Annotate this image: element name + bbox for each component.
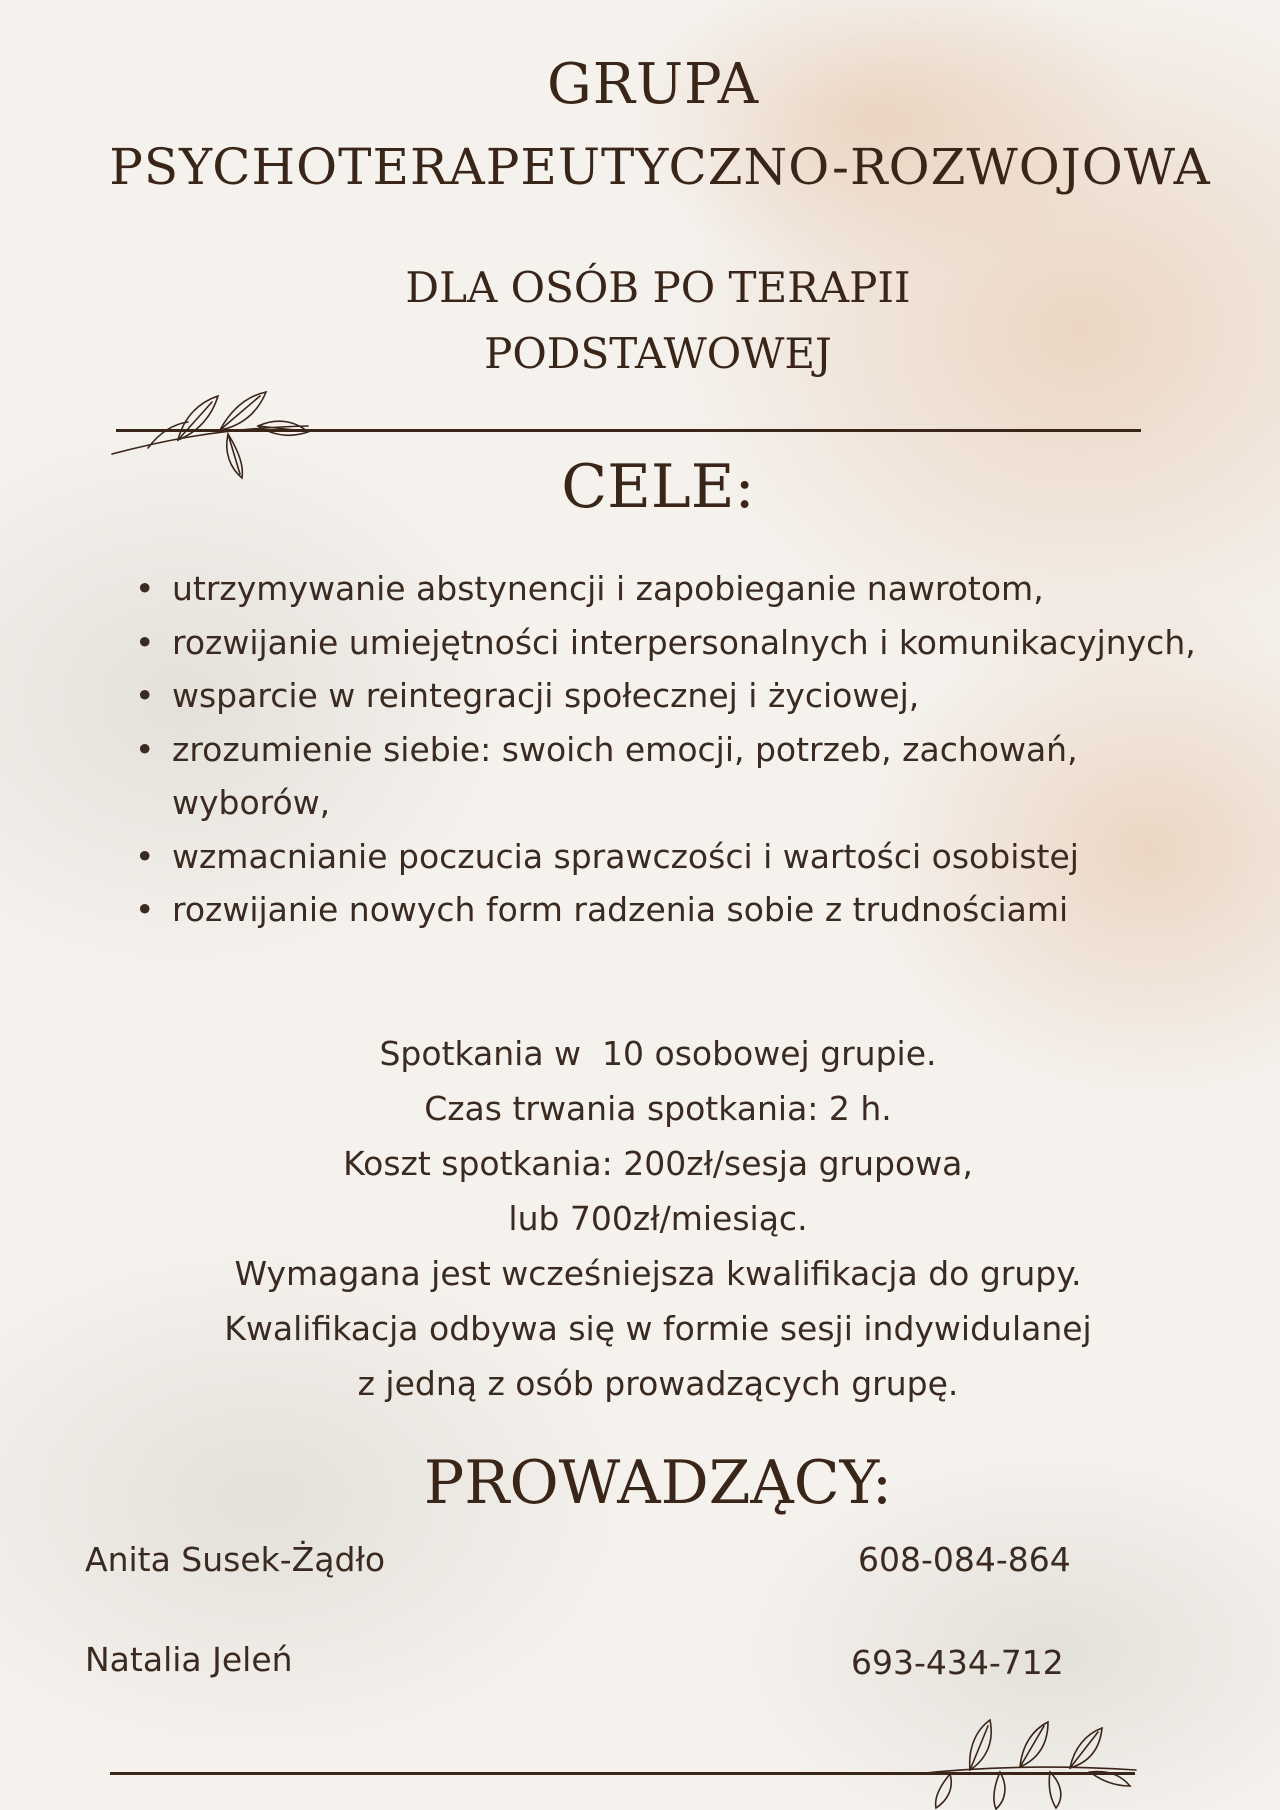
goals-list	[172, 562, 1222, 937]
leaf-branch-icon	[910, 1712, 1140, 1810]
leader-phone: 693-434-712	[851, 1643, 1064, 1682]
divider-bottom	[110, 1772, 1135, 1775]
info-line: Spotkania w 10 osobowej grupie.	[379, 1034, 937, 1073]
meeting-info	[0, 1026, 1280, 1411]
goal-item: • rozwijanie nowych form radzenia sobie z trudnościami	[172, 883, 1222, 937]
info-line: Kwalifikacja odbywa się w formie sesji indywidulanej	[224, 1309, 1092, 1348]
subtitle-line-1: DLA OSÓB PO TERAPII	[405, 263, 911, 312]
goal-item: • wzmacnianie poczucia sprawczości i wartości osobistej	[172, 830, 1222, 884]
goals-heading: CELE:	[561, 452, 755, 522]
info-line: Wymagana jest wcześniejsza kwalifikacja do grupy.	[234, 1254, 1082, 1293]
leaders-heading: PROWADZĄCY:	[423, 1448, 893, 1518]
leader-name: Natalia Jeleń	[85, 1640, 293, 1679]
goal-item: • wsparcie w reintegracji społecznej i życiowej,	[172, 669, 1222, 723]
subtitle	[0, 255, 1280, 387]
info-line: z jedną z osób prowadzących grupę.	[357, 1364, 959, 1403]
goal-item: • zrozumienie siebie: swoich emocji, potrzeb, zachowań, wyborów,	[172, 723, 1222, 830]
goal-item: • rozwijanie umiejętności interpersonalnych i komunikacyjnych,	[172, 616, 1222, 670]
info-line: Czas trwania spotkania: 2 h.	[424, 1089, 892, 1128]
title-line-2: PSYCHOTERAPEUTYCZNO-ROZWOJOWA	[109, 138, 1211, 196]
info-line: lub 700zł/miesiąc.	[508, 1199, 808, 1238]
info-line: Koszt spotkania: 200zł/sesja grupowa,	[343, 1144, 973, 1183]
title-line-1: GRUPA	[546, 52, 760, 117]
leader-name: Anita Susek-Żądło	[85, 1540, 386, 1579]
goal-item: • utrzymywanie abstynencji i zapobieganie nawrotom,	[172, 562, 1222, 616]
leader-phone: 608-084-864	[858, 1540, 1071, 1579]
subtitle-line-2: PODSTAWOWEJ	[484, 329, 832, 378]
